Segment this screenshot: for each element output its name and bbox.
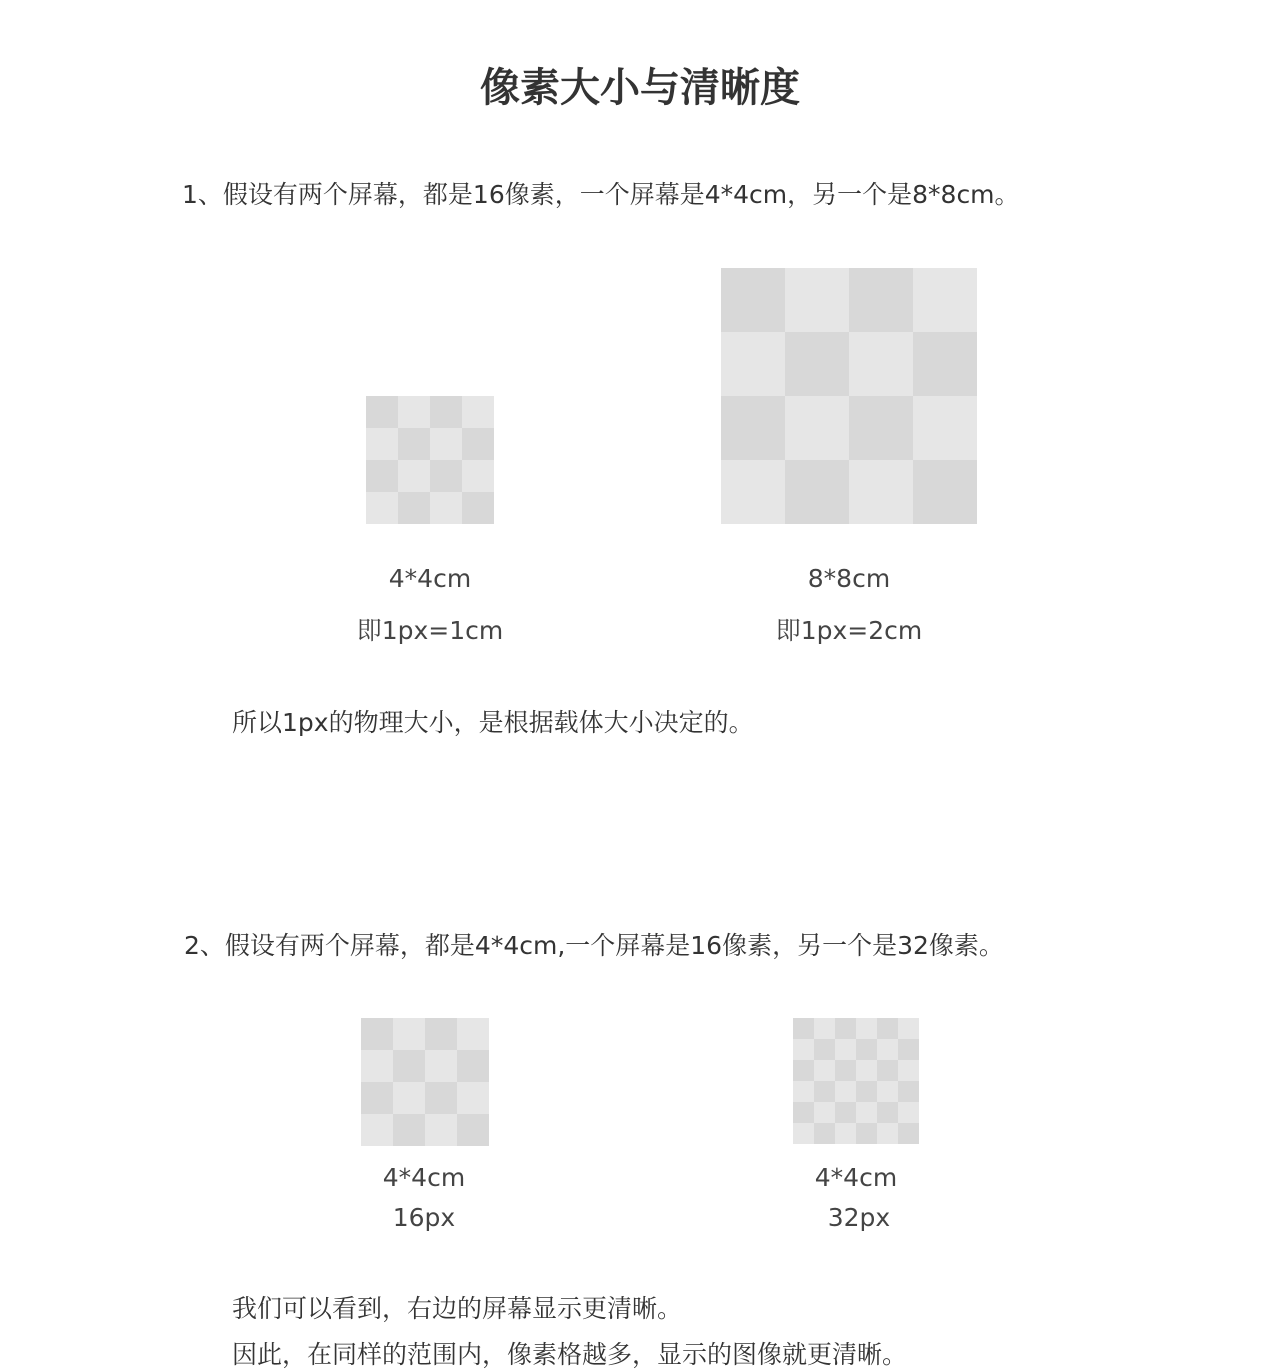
pixel-cell bbox=[721, 332, 785, 396]
pixel-cell bbox=[856, 1060, 877, 1081]
pixel-cell bbox=[898, 1018, 919, 1039]
32px-screen-size-label: 4*4cm bbox=[814, 1163, 898, 1192]
pixel-cell bbox=[898, 1060, 919, 1081]
section1-conclusion: 所以1px的物理大小，是根据载体大小决定的。 bbox=[232, 708, 754, 737]
pixel-cell bbox=[793, 1081, 814, 1102]
pixel-cell bbox=[425, 1114, 457, 1146]
pixel-cell bbox=[856, 1039, 877, 1060]
pixel-cell bbox=[835, 1018, 856, 1039]
pixel-cell bbox=[393, 1114, 425, 1146]
pixel-cell bbox=[393, 1018, 425, 1050]
section1-heading: 1、假设有两个屏幕，都是16像素，一个屏幕是4*4cm，另一个是8*8cm。 bbox=[182, 180, 1020, 209]
pixel-cell bbox=[793, 1060, 814, 1081]
pixel-cell bbox=[913, 460, 977, 524]
small-screen-checker bbox=[366, 396, 494, 524]
pixel-cell bbox=[814, 1081, 835, 1102]
pixel-cell bbox=[430, 460, 462, 492]
pixel-cell bbox=[814, 1018, 835, 1039]
pixel-cell bbox=[856, 1102, 877, 1123]
pixel-cell bbox=[721, 460, 785, 524]
pixel-cell bbox=[849, 332, 913, 396]
pixel-cell bbox=[898, 1081, 919, 1102]
pixel-cell bbox=[785, 332, 849, 396]
pixel-cell bbox=[856, 1081, 877, 1102]
pixel-cell bbox=[898, 1123, 919, 1144]
pixel-cell bbox=[785, 396, 849, 460]
pixel-cell bbox=[849, 460, 913, 524]
pixel-cell bbox=[793, 1018, 814, 1039]
pixel-cell bbox=[393, 1082, 425, 1114]
pixel-cell bbox=[398, 460, 430, 492]
pixel-cell bbox=[793, 1123, 814, 1144]
pixel-cell bbox=[793, 1039, 814, 1060]
pixel-cell bbox=[898, 1039, 919, 1060]
pixel-cell bbox=[849, 396, 913, 460]
pixel-cell bbox=[877, 1039, 898, 1060]
16px-screen-checker bbox=[361, 1018, 489, 1146]
pixel-cell bbox=[462, 460, 494, 492]
pixel-cell bbox=[361, 1050, 393, 1082]
pixel-cell bbox=[361, 1082, 393, 1114]
pixel-cell bbox=[785, 460, 849, 524]
pixel-cell bbox=[814, 1102, 835, 1123]
pixel-cell bbox=[398, 428, 430, 460]
pixel-cell bbox=[835, 1060, 856, 1081]
pixel-cell bbox=[913, 332, 977, 396]
section2-heading: 2、假设有两个屏幕，都是4*4cm,一个屏幕是16像素，另一个是32像素。 bbox=[184, 931, 1004, 960]
pixel-cell bbox=[814, 1060, 835, 1081]
pixel-cell bbox=[361, 1018, 393, 1050]
pixel-cell bbox=[462, 428, 494, 460]
page-title: 像素大小与清晰度 bbox=[480, 65, 800, 111]
pixel-cell bbox=[425, 1082, 457, 1114]
32px-screen-pixel-label: 32px bbox=[827, 1203, 891, 1232]
pixel-cell bbox=[430, 492, 462, 524]
pixel-cell bbox=[457, 1114, 489, 1146]
pixel-cell bbox=[457, 1018, 489, 1050]
large-screen-size-label: 8*8cm bbox=[807, 564, 891, 593]
pixel-cell bbox=[856, 1123, 877, 1144]
small-screen-size-label: 4*4cm bbox=[388, 564, 472, 593]
pixel-cell bbox=[425, 1050, 457, 1082]
pixel-cell bbox=[425, 1018, 457, 1050]
pixel-cell bbox=[462, 492, 494, 524]
pixel-cell bbox=[366, 492, 398, 524]
pixel-cell bbox=[366, 428, 398, 460]
pixel-cell bbox=[835, 1123, 856, 1144]
large-screen-ratio-label: 即1px=2cm bbox=[775, 616, 923, 645]
pixel-cell bbox=[913, 396, 977, 460]
pixel-cell bbox=[877, 1081, 898, 1102]
pixel-cell bbox=[793, 1102, 814, 1123]
pixel-cell bbox=[785, 268, 849, 332]
pixel-cell bbox=[366, 396, 398, 428]
pixel-cell bbox=[835, 1102, 856, 1123]
pixel-cell bbox=[898, 1102, 919, 1123]
16px-screen-size-label: 4*4cm bbox=[382, 1163, 466, 1192]
pixel-cell bbox=[366, 460, 398, 492]
pixel-cell bbox=[457, 1082, 489, 1114]
pixel-cell bbox=[393, 1050, 425, 1082]
pixel-cell bbox=[835, 1039, 856, 1060]
pixel-cell bbox=[814, 1123, 835, 1144]
pixel-cell bbox=[877, 1018, 898, 1039]
pixel-cell bbox=[361, 1114, 393, 1146]
pixel-cell bbox=[398, 396, 430, 428]
pixel-cell bbox=[814, 1039, 835, 1060]
section2-conclusion-line-2: 因此，在同样的范围内，像素格越多，显示的图像就更清晰。 bbox=[232, 1340, 908, 1369]
pixel-cell bbox=[849, 268, 913, 332]
pixel-cell bbox=[462, 396, 494, 428]
pixel-cell bbox=[877, 1060, 898, 1081]
pixel-cell bbox=[877, 1102, 898, 1123]
pixel-cell bbox=[835, 1081, 856, 1102]
pixel-cell bbox=[398, 492, 430, 524]
pixel-cell bbox=[856, 1018, 877, 1039]
pixel-cell bbox=[877, 1123, 898, 1144]
small-screen-ratio-label: 即1px=1cm bbox=[356, 616, 504, 645]
pixel-cell bbox=[913, 268, 977, 332]
section2-conclusion-line-1: 我们可以看到，右边的屏幕显示更清晰。 bbox=[232, 1294, 683, 1323]
16px-screen-pixel-label: 16px bbox=[392, 1203, 456, 1232]
pixel-cell bbox=[430, 396, 462, 428]
pixel-cell bbox=[430, 428, 462, 460]
32px-screen-checker bbox=[793, 1018, 919, 1144]
pixel-cell bbox=[721, 268, 785, 332]
pixel-cell bbox=[721, 396, 785, 460]
pixel-cell bbox=[457, 1050, 489, 1082]
large-screen-checker bbox=[721, 268, 977, 524]
